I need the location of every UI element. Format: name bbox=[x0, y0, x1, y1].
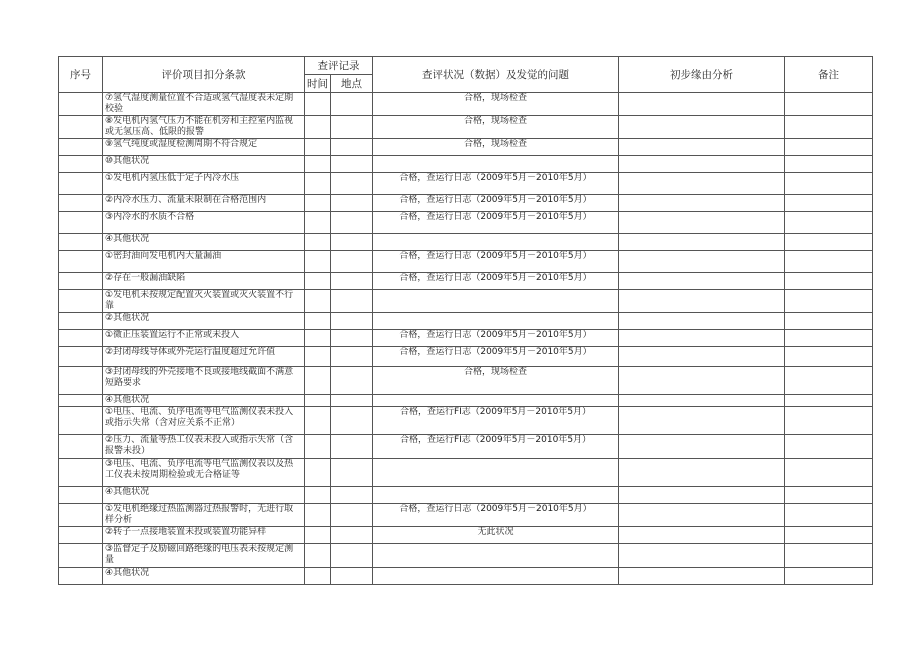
header-time: 时间 bbox=[305, 75, 331, 93]
remark-cell bbox=[785, 273, 873, 290]
item-cell: ⑩其他状况 bbox=[103, 156, 305, 173]
status-cell bbox=[373, 156, 619, 173]
status-cell bbox=[373, 395, 619, 407]
time-cell bbox=[305, 251, 331, 273]
remark-cell bbox=[785, 290, 873, 313]
place-cell bbox=[331, 156, 373, 173]
table-row bbox=[59, 313, 873, 330]
time-cell bbox=[305, 504, 331, 527]
table-row bbox=[59, 212, 873, 234]
item-cell: ②压力、流量等热工仪表未投入或指示失常（含报警未投） bbox=[103, 435, 305, 459]
time-cell bbox=[305, 435, 331, 459]
cause-cell bbox=[619, 504, 785, 527]
place-cell bbox=[331, 367, 373, 395]
seq-cell bbox=[59, 139, 103, 156]
status-cell bbox=[373, 290, 619, 313]
place-cell bbox=[331, 330, 373, 347]
item-cell: ④其他状况 bbox=[103, 487, 305, 504]
seq-cell bbox=[59, 116, 103, 139]
time-cell bbox=[305, 93, 331, 116]
time-cell bbox=[305, 527, 331, 544]
remark-cell bbox=[785, 93, 873, 116]
seq-cell bbox=[59, 313, 103, 330]
time-cell bbox=[305, 487, 331, 504]
cause-cell bbox=[619, 407, 785, 435]
place-cell bbox=[331, 212, 373, 234]
table-row bbox=[59, 156, 873, 173]
remark-cell bbox=[785, 313, 873, 330]
table-row bbox=[59, 395, 873, 407]
time-cell bbox=[305, 234, 331, 251]
status-cell: 合格，查运行日志（2009年5月－2010年5月） bbox=[373, 251, 619, 273]
cause-cell bbox=[619, 156, 785, 173]
item-cell: ①密封油向发电机内大量漏油 bbox=[103, 251, 305, 273]
header-status: 查评状况（数据）及发觉的问题 bbox=[373, 57, 619, 93]
remark-cell bbox=[785, 487, 873, 504]
time-cell bbox=[305, 313, 331, 330]
table-row bbox=[59, 367, 873, 395]
time-cell bbox=[305, 544, 331, 568]
table-row bbox=[59, 195, 873, 212]
remark-cell bbox=[785, 504, 873, 527]
item-cell: ②存在一般漏油缺陷 bbox=[103, 273, 305, 290]
cause-cell bbox=[619, 435, 785, 459]
item-cell: ④其他状况 bbox=[103, 568, 305, 585]
cause-cell bbox=[619, 568, 785, 585]
remark-cell bbox=[785, 156, 873, 173]
time-cell bbox=[305, 273, 331, 290]
place-cell bbox=[331, 173, 373, 195]
remark-cell bbox=[785, 367, 873, 395]
place-cell bbox=[331, 407, 373, 435]
status-cell bbox=[373, 487, 619, 504]
seq-cell bbox=[59, 527, 103, 544]
item-cell: ②其他状况 bbox=[103, 313, 305, 330]
status-cell: 合格，查运行日志（2009年5月－2010年5月） bbox=[373, 195, 619, 212]
place-cell bbox=[331, 251, 373, 273]
status-cell: 合格，查运行日志（2009年5月－2010年5月） bbox=[373, 212, 619, 234]
seq-cell bbox=[59, 568, 103, 585]
place-cell bbox=[331, 93, 373, 116]
cause-cell bbox=[619, 273, 785, 290]
status-cell: 合格，查运行日志（2009年5月－2010年5月） bbox=[373, 347, 619, 367]
time-cell bbox=[305, 347, 331, 367]
item-cell: ⑨氢气纯度或湿度检测周期不符合规定 bbox=[103, 139, 305, 156]
seq-cell bbox=[59, 273, 103, 290]
item-cell: ④其他状况 bbox=[103, 234, 305, 251]
item-cell: ①发电机未按规定配置灭火装置或灭火装置不行靠 bbox=[103, 290, 305, 313]
table-body bbox=[59, 93, 873, 585]
place-cell bbox=[331, 459, 373, 487]
cause-cell bbox=[619, 527, 785, 544]
table-row bbox=[59, 407, 873, 435]
remark-cell bbox=[785, 395, 873, 407]
place-cell bbox=[331, 487, 373, 504]
cause-cell bbox=[619, 212, 785, 234]
cause-cell bbox=[619, 330, 785, 347]
table-row bbox=[59, 139, 873, 156]
table-row bbox=[59, 93, 873, 116]
remark-cell bbox=[785, 568, 873, 585]
seq-cell bbox=[59, 173, 103, 195]
table-row bbox=[59, 330, 873, 347]
status-cell bbox=[373, 459, 619, 487]
cause-cell bbox=[619, 459, 785, 487]
place-cell bbox=[331, 347, 373, 367]
remark-cell bbox=[785, 195, 873, 212]
cause-cell bbox=[619, 347, 785, 367]
place-cell bbox=[331, 116, 373, 139]
seq-cell bbox=[59, 234, 103, 251]
seq-cell bbox=[59, 251, 103, 273]
item-cell: ②转子一点接地装置未投或装置功能异样 bbox=[103, 527, 305, 544]
time-cell bbox=[305, 139, 331, 156]
remark-cell bbox=[785, 251, 873, 273]
cause-cell bbox=[619, 116, 785, 139]
header-item: 评价项目扣分条款 bbox=[103, 57, 305, 93]
status-cell: 合格，现场检查 bbox=[373, 139, 619, 156]
item-cell: ⑦氢气湿度测量位置不合适或氢气湿度表未定期校验 bbox=[103, 93, 305, 116]
remark-cell bbox=[785, 544, 873, 568]
status-cell: 合格，查运行FI志（2009年5月－2010年5月） bbox=[373, 407, 619, 435]
place-cell bbox=[331, 234, 373, 251]
cause-cell bbox=[619, 195, 785, 212]
time-cell bbox=[305, 212, 331, 234]
place-cell bbox=[331, 527, 373, 544]
header-cause: 初步缘由分析 bbox=[619, 57, 785, 93]
seq-cell bbox=[59, 544, 103, 568]
item-cell: ①微正压装置运行不正常或未投入 bbox=[103, 330, 305, 347]
place-cell bbox=[331, 395, 373, 407]
item-cell: ③内冷水的水质不合格 bbox=[103, 212, 305, 234]
seq-cell bbox=[59, 212, 103, 234]
item-cell: ②封闭母线导体或外壳运行温度超过允许值 bbox=[103, 347, 305, 367]
header-seq: 序号 bbox=[59, 57, 103, 93]
cause-cell bbox=[619, 487, 785, 504]
cause-cell bbox=[619, 395, 785, 407]
seq-cell bbox=[59, 459, 103, 487]
remark-cell bbox=[785, 116, 873, 139]
cause-cell bbox=[619, 93, 785, 116]
remark-cell bbox=[785, 139, 873, 156]
time-cell bbox=[305, 290, 331, 313]
item-cell: ①电压、电流、负序电流等电气监测仪表未投入或指示失常（含对应关系不正常） bbox=[103, 407, 305, 435]
table-row bbox=[59, 568, 873, 585]
status-cell: 合格，查运行日志（2009年5月－2010年5月） bbox=[373, 273, 619, 290]
cause-cell bbox=[619, 313, 785, 330]
item-cell: ①发电机内氢压低于定子内冷水压 bbox=[103, 173, 305, 195]
place-cell bbox=[331, 568, 373, 585]
header-record: 查评记录 bbox=[305, 57, 373, 75]
table-row bbox=[59, 173, 873, 195]
remark-cell bbox=[785, 459, 873, 487]
remark-cell bbox=[785, 212, 873, 234]
status-cell: 合格，现场检查 bbox=[373, 367, 619, 395]
header-remark: 备注 bbox=[785, 57, 873, 93]
seq-cell bbox=[59, 487, 103, 504]
cause-cell bbox=[619, 139, 785, 156]
time-cell bbox=[305, 195, 331, 212]
status-cell: 无此状况 bbox=[373, 527, 619, 544]
cause-cell bbox=[619, 251, 785, 273]
remark-cell bbox=[785, 407, 873, 435]
remark-cell bbox=[785, 527, 873, 544]
table-row bbox=[59, 347, 873, 367]
status-cell: 合格，现场检查 bbox=[373, 116, 619, 139]
cause-cell bbox=[619, 367, 785, 395]
table-row bbox=[59, 116, 873, 139]
table-row bbox=[59, 251, 873, 273]
time-cell bbox=[305, 395, 331, 407]
place-cell bbox=[331, 313, 373, 330]
item-cell: ①发电机绝缘过热监测器过热报警时，无进行取样分析 bbox=[103, 504, 305, 527]
item-cell: ③封闭母线的外壳接地不良或接地线截面不满意短路要求 bbox=[103, 367, 305, 395]
seq-cell bbox=[59, 504, 103, 527]
seq-cell bbox=[59, 407, 103, 435]
table-row bbox=[59, 459, 873, 487]
item-cell: ④其他状况 bbox=[103, 395, 305, 407]
cause-cell bbox=[619, 234, 785, 251]
place-cell bbox=[331, 435, 373, 459]
remark-cell bbox=[785, 347, 873, 367]
remark-cell bbox=[785, 435, 873, 459]
place-cell bbox=[331, 290, 373, 313]
seq-cell bbox=[59, 156, 103, 173]
seq-cell bbox=[59, 195, 103, 212]
cause-cell bbox=[619, 290, 785, 313]
remark-cell bbox=[785, 234, 873, 251]
time-cell bbox=[305, 459, 331, 487]
seq-cell bbox=[59, 330, 103, 347]
status-cell: 合格，查运行日志（2009年5月－2010年5月） bbox=[373, 173, 619, 195]
status-cell: 合格，查运行FI志（2009年5月－2010年5月） bbox=[373, 435, 619, 459]
seq-cell bbox=[59, 290, 103, 313]
time-cell bbox=[305, 568, 331, 585]
table-row bbox=[59, 435, 873, 459]
cause-cell bbox=[619, 173, 785, 195]
seq-cell bbox=[59, 395, 103, 407]
seq-cell bbox=[59, 435, 103, 459]
header-place: 地点 bbox=[331, 75, 373, 93]
item-cell: ③监督定子及励磁回路绝缘的电压表未按规定测量 bbox=[103, 544, 305, 568]
status-cell bbox=[373, 313, 619, 330]
time-cell bbox=[305, 173, 331, 195]
time-cell bbox=[305, 407, 331, 435]
remark-cell bbox=[785, 330, 873, 347]
seq-cell bbox=[59, 347, 103, 367]
table-row bbox=[59, 234, 873, 251]
item-cell: ②内冷水压力、流量未限制在合格范围内 bbox=[103, 195, 305, 212]
place-cell bbox=[331, 139, 373, 156]
table-row bbox=[59, 290, 873, 313]
place-cell bbox=[331, 504, 373, 527]
table-row bbox=[59, 527, 873, 544]
time-cell bbox=[305, 330, 331, 347]
status-cell bbox=[373, 234, 619, 251]
place-cell bbox=[331, 273, 373, 290]
seq-cell bbox=[59, 93, 103, 116]
table-row bbox=[59, 504, 873, 527]
table-row bbox=[59, 487, 873, 504]
time-cell bbox=[305, 116, 331, 139]
table-row bbox=[59, 544, 873, 568]
status-cell bbox=[373, 544, 619, 568]
status-cell: 合格，查运行日志（2009年5月－2010年5月） bbox=[373, 504, 619, 527]
time-cell bbox=[305, 156, 331, 173]
cause-cell bbox=[619, 544, 785, 568]
place-cell bbox=[331, 544, 373, 568]
status-cell: 合格，查运行日志（2009年5月－2010年5月） bbox=[373, 330, 619, 347]
evaluation-table bbox=[58, 56, 873, 585]
item-cell: ③电压、电流、负序电流等电气监测仪表以及热工仪表未按周期检验或无合格证等 bbox=[103, 459, 305, 487]
time-cell bbox=[305, 367, 331, 395]
table-row bbox=[59, 273, 873, 290]
item-cell: ⑧发电机内氢气压力不能在机旁和主控室内监视或无氢压高、低限的报警 bbox=[103, 116, 305, 139]
seq-cell bbox=[59, 367, 103, 395]
remark-cell bbox=[785, 173, 873, 195]
status-cell bbox=[373, 568, 619, 585]
status-cell: 合格，现场检查 bbox=[373, 93, 619, 116]
place-cell bbox=[331, 195, 373, 212]
